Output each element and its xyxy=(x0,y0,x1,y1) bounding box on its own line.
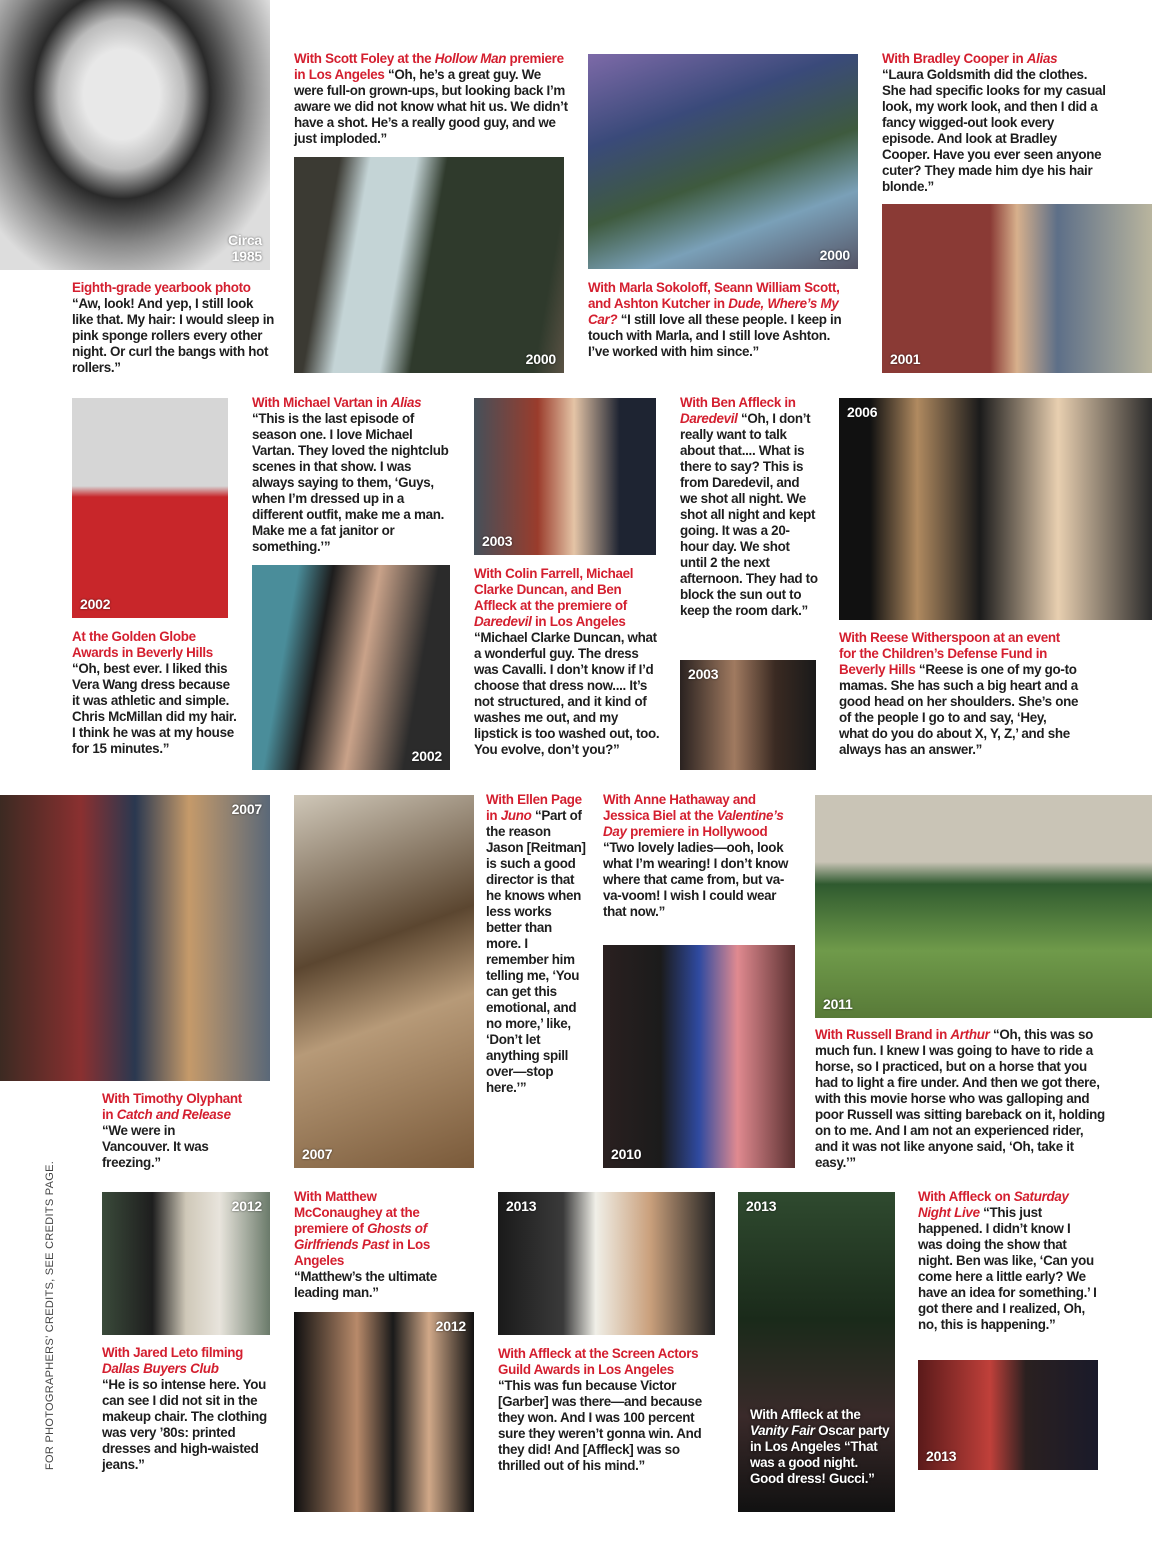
caption-heading-segment: Alias xyxy=(1026,51,1058,66)
caption-quote: “Oh, he’s a great guy. We were full-on grown-ups, but looking back I’m aware we did not know what hit us. We didn’t have a shot. He’s a really good guy, and we just imploded.” xyxy=(294,67,568,146)
photo-year: 2013 xyxy=(746,1198,777,1214)
caption-juno xyxy=(486,792,586,1096)
caption-heading-segment: Eighth-grade yearbook photo xyxy=(72,280,251,295)
caption-heading-segment: in Los Angeles xyxy=(294,1237,430,1268)
photo-matthew-mcconaughey xyxy=(294,1312,474,1512)
caption-heading-segment: With Ellen Page in xyxy=(486,792,582,823)
caption-michael-vartan xyxy=(252,395,452,555)
caption-reese xyxy=(839,630,1079,758)
photo-sag-awards xyxy=(498,1192,715,1335)
photo-year: 2012 xyxy=(435,1318,466,1334)
caption-ben-affleck xyxy=(680,395,818,619)
caption-scott-foley xyxy=(294,51,569,147)
caption-dude xyxy=(588,280,843,360)
caption-heading-segment: Daredevil xyxy=(474,614,532,629)
caption-quote: “Aw, look! And yep, I still look like that. My hair: I would sleep in pink sponge rollers every other night. Or curl the bangs with hot rollers.” xyxy=(72,296,274,375)
photo-arthur xyxy=(815,795,1152,1018)
caption-bradley-cooper xyxy=(882,51,1107,195)
caption-heading-segment: Catch and Release xyxy=(116,1107,231,1122)
caption-heading-segment: Ghosts of Girlfriends Past xyxy=(294,1221,427,1252)
caption-heading-segment: With Michael Vartan in xyxy=(252,395,391,410)
caption-heading-segment: premiere in Los Angeles xyxy=(294,51,564,82)
caption-heading-segment: With Timothy Olyphant in xyxy=(102,1091,242,1122)
photo-year: 2000 xyxy=(525,351,556,367)
photo-bradley-cooper xyxy=(882,204,1152,373)
photo-year: 2000 xyxy=(819,247,850,263)
caption-heading-segment: Saturday Night Live xyxy=(918,1189,1069,1220)
photo-year: 2012 xyxy=(231,1198,262,1214)
caption-quote: “Part of the reason Jason [Reitman] is such a good director is that he knows when less works better than more. I remember him telling me, ‘You can get this emotional, and no more,’ like, ‘Don’t let anything spill over—stop here.’” xyxy=(486,808,586,1095)
photo-year: 2007 xyxy=(302,1146,333,1162)
caption-timothy-olyphant xyxy=(102,1091,242,1171)
caption-heading xyxy=(474,566,633,629)
caption-heading xyxy=(102,1345,243,1376)
caption-heading-segment: Daredevil xyxy=(680,411,738,426)
photo-year: 2011 xyxy=(823,996,853,1012)
caption-quote: “This was fun because Victor [Garber] was there—and because they won. And I was 100 percent sure they weren’t gonna win. And they did! And [Affleck] was so thrilled out of his mind.” xyxy=(498,1378,702,1473)
photo-snl xyxy=(918,1360,1098,1470)
photo-year: 2006 xyxy=(847,404,878,420)
photo-year: 2007 xyxy=(231,801,262,817)
photo-ben-affleck-daredevil xyxy=(680,660,816,770)
caption-quote: “He is so intense here. You can see I did not sit in the makeup chair. The clothing was very ’80s: printed dresses and high-waisted jeans.” xyxy=(102,1377,267,1472)
caption-heading-segment: With Marla Sokoloff, Seann William Scott, and Ashton Kutcher in xyxy=(588,280,840,311)
caption-quote: “Michael Clarke Duncan, what a wonderful guy. The dress was Cavalli. I don’t know if I’d choose that dress now.... It’s not structured, and it kind of washes me out, and my lipstick is too washed out, too. You evolve, don’t you?” xyxy=(474,630,660,757)
photo-golden-globes xyxy=(72,398,228,618)
caption-heading-segment: Hollow Man xyxy=(434,51,507,66)
caption-heading-segment: At the Golden Globe Awards in Beverly Hills xyxy=(72,629,213,660)
caption-heading-segment: With Ben Affleck in xyxy=(680,395,796,410)
caption-heading-segment: With Affleck on xyxy=(918,1189,1014,1204)
caption-heading xyxy=(882,51,1057,66)
caption-heading xyxy=(498,1346,698,1377)
photo-year: 2002 xyxy=(80,596,111,612)
caption-heading-segment: in Los Angeles xyxy=(531,614,626,629)
caption-quote: “Reese is one of my go-to mamas. She has such a big heart and a good head on her shoulders. She’s one of the people I go to and say, ‘Hey, what do you do about X, Y, Z,’ and she always has an answer.” xyxy=(839,662,1079,757)
caption-yearbook xyxy=(72,280,277,376)
photo-year: 2002 xyxy=(411,748,442,764)
caption-quote: “Oh, best ever. I liked this Vera Wang dress because it was athletic and simple. Chris McMillan did my hair. I think he was at my house for 15 minutes.” xyxy=(72,661,237,756)
caption-heading-segment: With Bradley Cooper in xyxy=(882,51,1027,66)
caption-quote: “That was a good night. Good dress! Gucci.” xyxy=(750,1439,878,1486)
photo-dude-wheres-my-car xyxy=(588,54,858,269)
caption-heading-segment: With Affleck at the xyxy=(750,1407,861,1422)
photo-daredevil-premiere xyxy=(474,398,656,555)
caption-heading xyxy=(72,629,213,660)
caption-golden-globes xyxy=(72,629,237,757)
photo-credit-line: FOR PHOTOGRAPHERS’ CREDITS, SEE CREDITS PAGE. xyxy=(44,1160,56,1470)
caption-quote: “This is the last episode of season one. I love Michael Vartan. They loved the nightclub scenes in that show. I was always saying to them, ‘Guys, when I’m dressed up in a different outfit, make me a man. Make me a fat janitor or something.’” xyxy=(252,411,449,554)
caption-heading-segment: Dallas Buyers Club xyxy=(102,1361,219,1376)
caption-heading-segment: Alias xyxy=(390,395,422,410)
caption-quote: “Two lovely ladies—ooh, look what I’m wearing! I don’t know where that came from, but va-va-voom! I wish I could wear that now.” xyxy=(603,840,789,919)
caption-heading xyxy=(72,280,251,295)
caption-quote: “Laura Goldsmith did the clothes. She had specific looks for my casual look, my work look, and then I did a fancy wigged-out look every episode. And look at Bradley Cooper. Have you ever seen anyone cuter? They made him dye his hair blonde.” xyxy=(882,67,1106,194)
caption-heading-segment: premiere in Hollywood xyxy=(626,824,768,839)
caption-heading-segment: Valentine’s Day xyxy=(603,808,784,839)
caption-valentines-day xyxy=(603,792,798,920)
caption-snl xyxy=(918,1189,1098,1333)
caption-heading-segment: Dude, Where’s My Car? xyxy=(588,296,839,327)
caption-quote: “Matthew’s the ultimate leading man.” xyxy=(294,1269,437,1300)
photo-scott-foley xyxy=(294,157,564,373)
caption-heading xyxy=(603,792,784,839)
caption-daredevil-premiere xyxy=(474,566,662,758)
caption-heading-segment: With Matthew McConaughey at the premiere of xyxy=(294,1189,420,1236)
caption-heading-segment: Oscar party in Los Angeles xyxy=(750,1423,890,1454)
photo-michael-vartan xyxy=(252,565,450,770)
caption-vanity-fair xyxy=(750,1407,890,1487)
caption-heading-segment: With Jared Leto filming xyxy=(102,1345,244,1360)
photo-year: Circa 1985 xyxy=(227,232,262,264)
photo-year: 2013 xyxy=(926,1448,957,1464)
photo-year: 2010 xyxy=(611,1146,642,1162)
caption-heading-segment: With Anne Hathaway and Jessica Biel at the xyxy=(603,792,756,823)
photo-yearbook xyxy=(0,0,270,270)
caption-heading-segment: Juno xyxy=(500,808,532,823)
caption-quote: “This just happened. I didn’t know I was doing the show that night. Ben was like, ‘Can you come here a little early? We have an idea for something.’ I got there and I realized, Oh, no, this is happening.” xyxy=(918,1205,1097,1332)
caption-quote: “Oh, this was so much fun. I knew I was going to have to ride a horse, so I practiced, but on a horse that you had to light a fire under. And then we got there, with this movie horse who was galloping and poor Russell was sitting bareback on it, holding on to me. And I am not an experienced rider, and it was not like anyone said, ‘Oh, take it easy.’” xyxy=(815,1027,1105,1170)
caption-heading xyxy=(102,1091,242,1122)
caption-quote: “I still love all these people. I keep in touch with Marla, and I still love Ashton. I’ve worked with him since.” xyxy=(588,312,842,359)
caption-quote: “We were in Vancouver. It was freezing.” xyxy=(102,1123,209,1170)
photo-dallas-buyers-club xyxy=(102,1192,270,1335)
caption-heading-segment: Vanity Fair xyxy=(750,1423,815,1438)
photo-year: 2013 xyxy=(506,1198,537,1214)
caption-mcconaughey xyxy=(294,1189,466,1301)
photo-reese-witherspoon xyxy=(839,398,1152,620)
photo-valentines-day xyxy=(603,945,795,1168)
caption-heading-segment: With Scott Foley at the xyxy=(294,51,435,66)
photo-year: 2003 xyxy=(688,666,719,682)
photo-juno xyxy=(294,795,474,1168)
caption-quote: “Oh, I don’t really want to talk about that.... What is there to say? This is from Daredevil, and we shot all night. We shot all night and kept going. It was a 20-hour day. We shot until 2 the next afternoon. They had to block the sun out to keep the room dark.” xyxy=(680,411,818,618)
caption-jared-leto xyxy=(102,1345,272,1473)
caption-heading-segment: With Colin Farrell, Michael Clarke Duncan, and Ben Affleck at the premiere of xyxy=(474,566,634,613)
caption-heading xyxy=(294,1189,430,1268)
caption-sag-awards xyxy=(498,1346,723,1474)
caption-heading xyxy=(815,1027,990,1042)
caption-heading xyxy=(252,395,421,410)
photo-timothy-olyphant xyxy=(0,795,270,1081)
caption-heading-segment: Arthur xyxy=(950,1027,990,1042)
photo-year: 2001 xyxy=(890,351,921,367)
caption-arthur xyxy=(815,1027,1105,1171)
photo-year: 2003 xyxy=(482,533,513,549)
caption-heading-segment: With Reese Witherspoon at an event for the Children’s Defense Fund in Beverly Hills xyxy=(839,630,1060,677)
caption-heading-segment: With Russell Brand in xyxy=(815,1027,951,1042)
caption-heading-segment: With Affleck at the Screen Actors Guild Awards in Los Angeles xyxy=(498,1346,699,1377)
